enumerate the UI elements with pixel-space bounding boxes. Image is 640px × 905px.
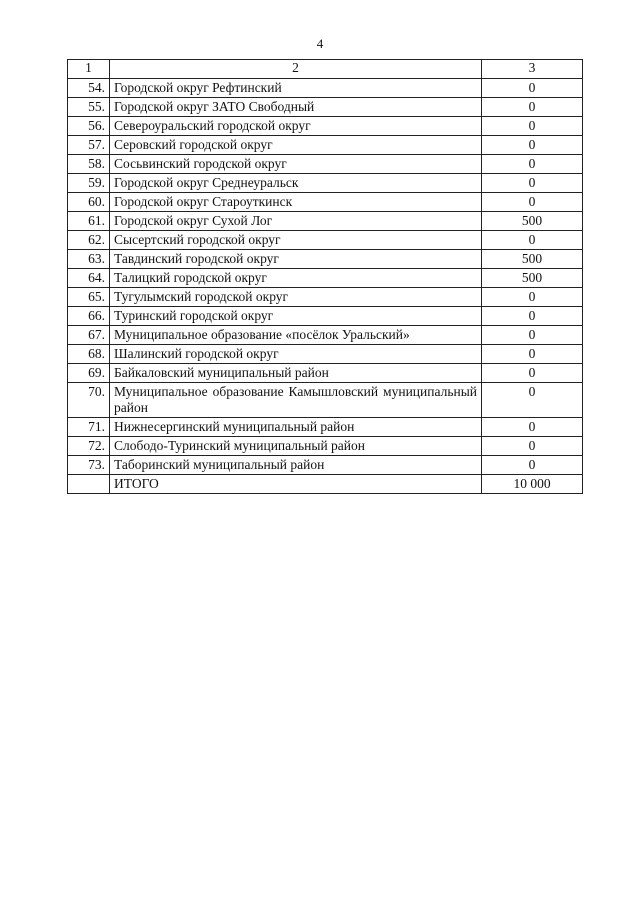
row-name: Слободо-Туринский муниципальный район <box>110 437 482 456</box>
row-value: 0 <box>482 383 583 418</box>
row-value: 0 <box>482 193 583 212</box>
page-number: 4 <box>316 36 324 51</box>
row-number: 71. <box>68 418 110 437</box>
table-body <box>68 79 583 494</box>
table-row <box>68 456 583 475</box>
row-value: 0 <box>482 437 583 456</box>
row-value: 0 <box>482 326 583 345</box>
table-row <box>68 250 583 269</box>
row-value: 500 <box>482 250 583 269</box>
column-header-1: 1 <box>68 60 110 79</box>
row-name: Сосьвинский городской округ <box>110 155 482 174</box>
table-row <box>68 174 583 193</box>
row-name: Шалинский городской округ <box>110 345 482 364</box>
column-header-2: 2 <box>110 60 482 79</box>
table-row <box>68 212 583 231</box>
row-name: Городской округ Сухой Лог <box>110 212 482 231</box>
row-number: 70. <box>68 383 110 418</box>
row-value: 500 <box>482 212 583 231</box>
row-number: 68. <box>68 345 110 364</box>
table-row <box>68 117 583 136</box>
row-name: Городской округ Среднеуральск <box>110 174 482 193</box>
row-number: 59. <box>68 174 110 193</box>
table-row <box>68 231 583 250</box>
table-row <box>68 79 583 98</box>
row-number: 62. <box>68 231 110 250</box>
row-number: 69. <box>68 364 110 383</box>
row-name: ИТОГО <box>110 475 482 494</box>
table-row <box>68 288 583 307</box>
total-row <box>68 475 583 494</box>
table-row <box>68 98 583 117</box>
table-row <box>68 345 583 364</box>
row-name: Муниципальное образование «посёлок Уральский» <box>110 326 482 345</box>
row-number: 56. <box>68 117 110 136</box>
row-number: 61. <box>68 212 110 231</box>
row-name: Байкаловский муниципальный район <box>110 364 482 383</box>
row-name: Сысертский городской округ <box>110 231 482 250</box>
allocation-table <box>67 59 583 494</box>
row-name: Нижнесергинский муниципальный район <box>110 418 482 437</box>
table-row <box>68 193 583 212</box>
row-number <box>68 475 110 494</box>
row-number: 60. <box>68 193 110 212</box>
row-name: Тугулымский городской округ <box>110 288 482 307</box>
row-value: 0 <box>482 98 583 117</box>
row-value: 0 <box>482 79 583 98</box>
row-value: 500 <box>482 269 583 288</box>
row-value: 0 <box>482 117 583 136</box>
row-value: 0 <box>482 136 583 155</box>
row-number: 63. <box>68 250 110 269</box>
row-value: 0 <box>482 174 583 193</box>
table-row <box>68 418 583 437</box>
row-number: 72. <box>68 437 110 456</box>
row-name: Городской округ ЗАТО Свободный <box>110 98 482 117</box>
row-name: Городской округ Рефтинский <box>110 79 482 98</box>
row-number: 58. <box>68 155 110 174</box>
row-name: Туринский городской округ <box>110 307 482 326</box>
table-row <box>68 326 583 345</box>
row-value: 10 000 <box>482 475 583 494</box>
table-row <box>68 269 583 288</box>
table-row <box>68 155 583 174</box>
table-header-row <box>68 60 583 79</box>
row-name: Талицкий городской округ <box>110 269 482 288</box>
table-row <box>68 364 583 383</box>
row-number: 65. <box>68 288 110 307</box>
row-value: 0 <box>482 418 583 437</box>
row-name: Муниципальное образование Камышловский муниципальный район <box>110 383 482 418</box>
table-row <box>68 307 583 326</box>
row-value: 0 <box>482 364 583 383</box>
row-name: Североуральский городской округ <box>110 117 482 136</box>
row-value: 0 <box>482 345 583 364</box>
row-name: Серовский городской округ <box>110 136 482 155</box>
row-value: 0 <box>482 456 583 475</box>
row-number: 57. <box>68 136 110 155</box>
row-value: 0 <box>482 288 583 307</box>
row-number: 73. <box>68 456 110 475</box>
row-name: Таборинский муниципальный район <box>110 456 482 475</box>
row-number: 55. <box>68 98 110 117</box>
table-row <box>68 136 583 155</box>
row-value: 0 <box>482 155 583 174</box>
row-value: 0 <box>482 307 583 326</box>
row-number: 66. <box>68 307 110 326</box>
row-name: Городской округ Староуткинск <box>110 193 482 212</box>
row-number: 54. <box>68 79 110 98</box>
column-header-3: 3 <box>482 60 583 79</box>
table-row <box>68 383 583 418</box>
row-number: 64. <box>68 269 110 288</box>
row-name: Тавдинский городской округ <box>110 250 482 269</box>
row-value: 0 <box>482 231 583 250</box>
table-row <box>68 437 583 456</box>
row-number: 67. <box>68 326 110 345</box>
